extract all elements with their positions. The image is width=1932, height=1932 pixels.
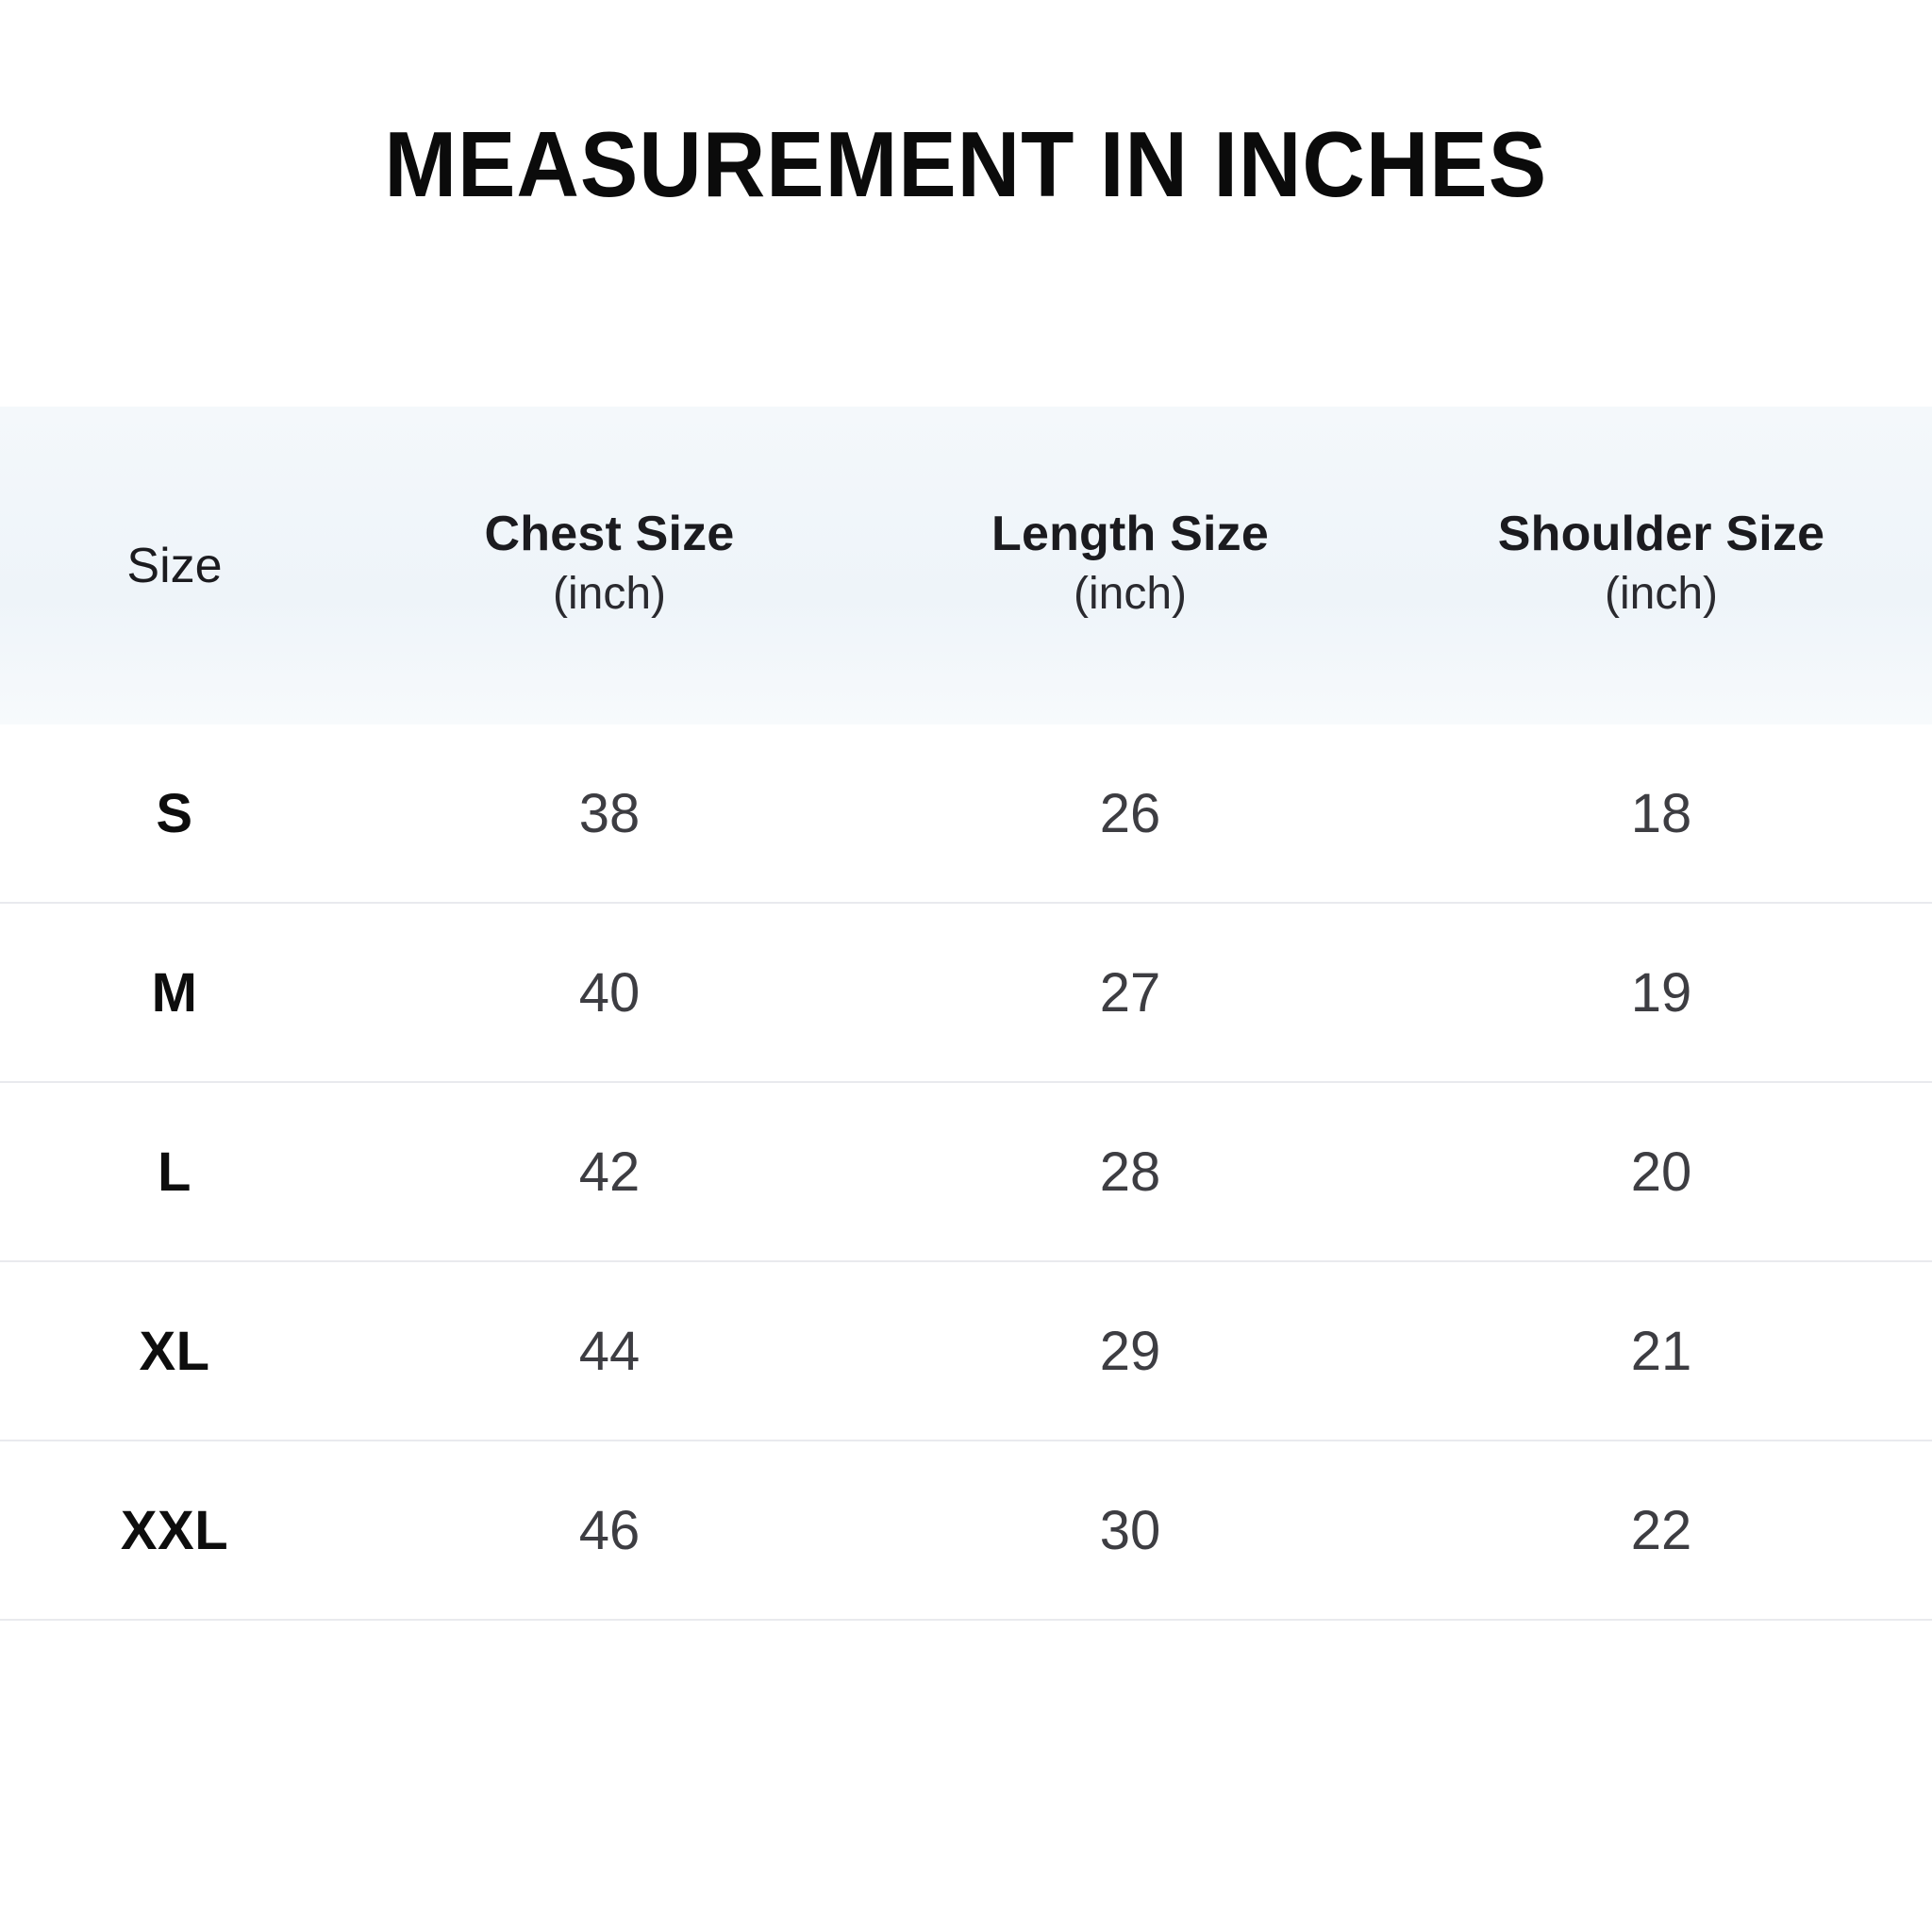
column-header-shoulder-unit: (inch) <box>1604 569 1719 620</box>
column-header-chest-label: Chest Size <box>484 507 735 562</box>
page-title: MEASUREMENT IN INCHES <box>384 112 1548 216</box>
column-header-chest-unit: (inch) <box>552 569 667 620</box>
cell-shoulder <box>1391 1499 1932 1562</box>
size-value: XL <box>139 1320 210 1382</box>
column-header-shoulder-label: Shoulder Size <box>1497 507 1825 562</box>
cell-chest <box>349 1141 870 1204</box>
table-row <box>0 1441 1932 1621</box>
table-row <box>0 904 1932 1083</box>
cell-size <box>0 782 349 845</box>
shoulder-value: 19 <box>1630 961 1692 1024</box>
cell-chest <box>349 1320 870 1383</box>
cell-length <box>870 782 1391 845</box>
column-header-length <box>870 507 1391 625</box>
cell-length <box>870 1499 1391 1562</box>
length-value: 30 <box>1099 1499 1161 1561</box>
cell-shoulder <box>1391 1320 1932 1383</box>
size-value: XXL <box>120 1499 229 1561</box>
cell-shoulder <box>1391 961 1932 1024</box>
shoulder-value: 21 <box>1630 1320 1692 1382</box>
shoulder-value: 18 <box>1630 782 1692 844</box>
cell-chest <box>349 1499 870 1562</box>
chest-value: 40 <box>578 961 641 1024</box>
cell-chest <box>349 782 870 845</box>
cell-length <box>870 1320 1391 1383</box>
shoulder-value: 20 <box>1630 1141 1692 1203</box>
length-value: 28 <box>1099 1141 1161 1203</box>
length-value: 26 <box>1099 782 1161 844</box>
chest-value: 46 <box>578 1499 641 1561</box>
chest-value: 44 <box>578 1320 641 1382</box>
column-header-size-label: Size <box>126 538 223 593</box>
column-header-size <box>0 538 349 594</box>
cell-size <box>0 1499 349 1562</box>
chest-value: 42 <box>578 1141 641 1203</box>
table-row <box>0 1083 1932 1262</box>
table-header-row <box>0 407 1932 724</box>
column-header-shoulder <box>1391 507 1932 625</box>
cell-size <box>0 1141 349 1204</box>
cell-size <box>0 1320 349 1383</box>
size-value: L <box>158 1141 192 1203</box>
length-value: 27 <box>1099 961 1161 1024</box>
cell-length <box>870 1141 1391 1204</box>
column-header-length-unit: (inch) <box>1073 569 1188 620</box>
cell-chest <box>349 961 870 1024</box>
column-header-chest <box>349 507 870 625</box>
cell-shoulder <box>1391 782 1932 845</box>
table-row <box>0 724 1932 904</box>
size-chart-table <box>0 407 1932 1621</box>
cell-shoulder <box>1391 1141 1932 1204</box>
length-value: 29 <box>1099 1320 1161 1382</box>
cell-size <box>0 961 349 1024</box>
table-row <box>0 1262 1932 1441</box>
chest-value: 38 <box>578 782 641 844</box>
size-value: S <box>156 782 193 844</box>
cell-length <box>870 961 1391 1024</box>
shoulder-value: 22 <box>1630 1499 1692 1561</box>
column-header-length-label: Length Size <box>991 507 1269 562</box>
size-value: M <box>151 961 198 1024</box>
